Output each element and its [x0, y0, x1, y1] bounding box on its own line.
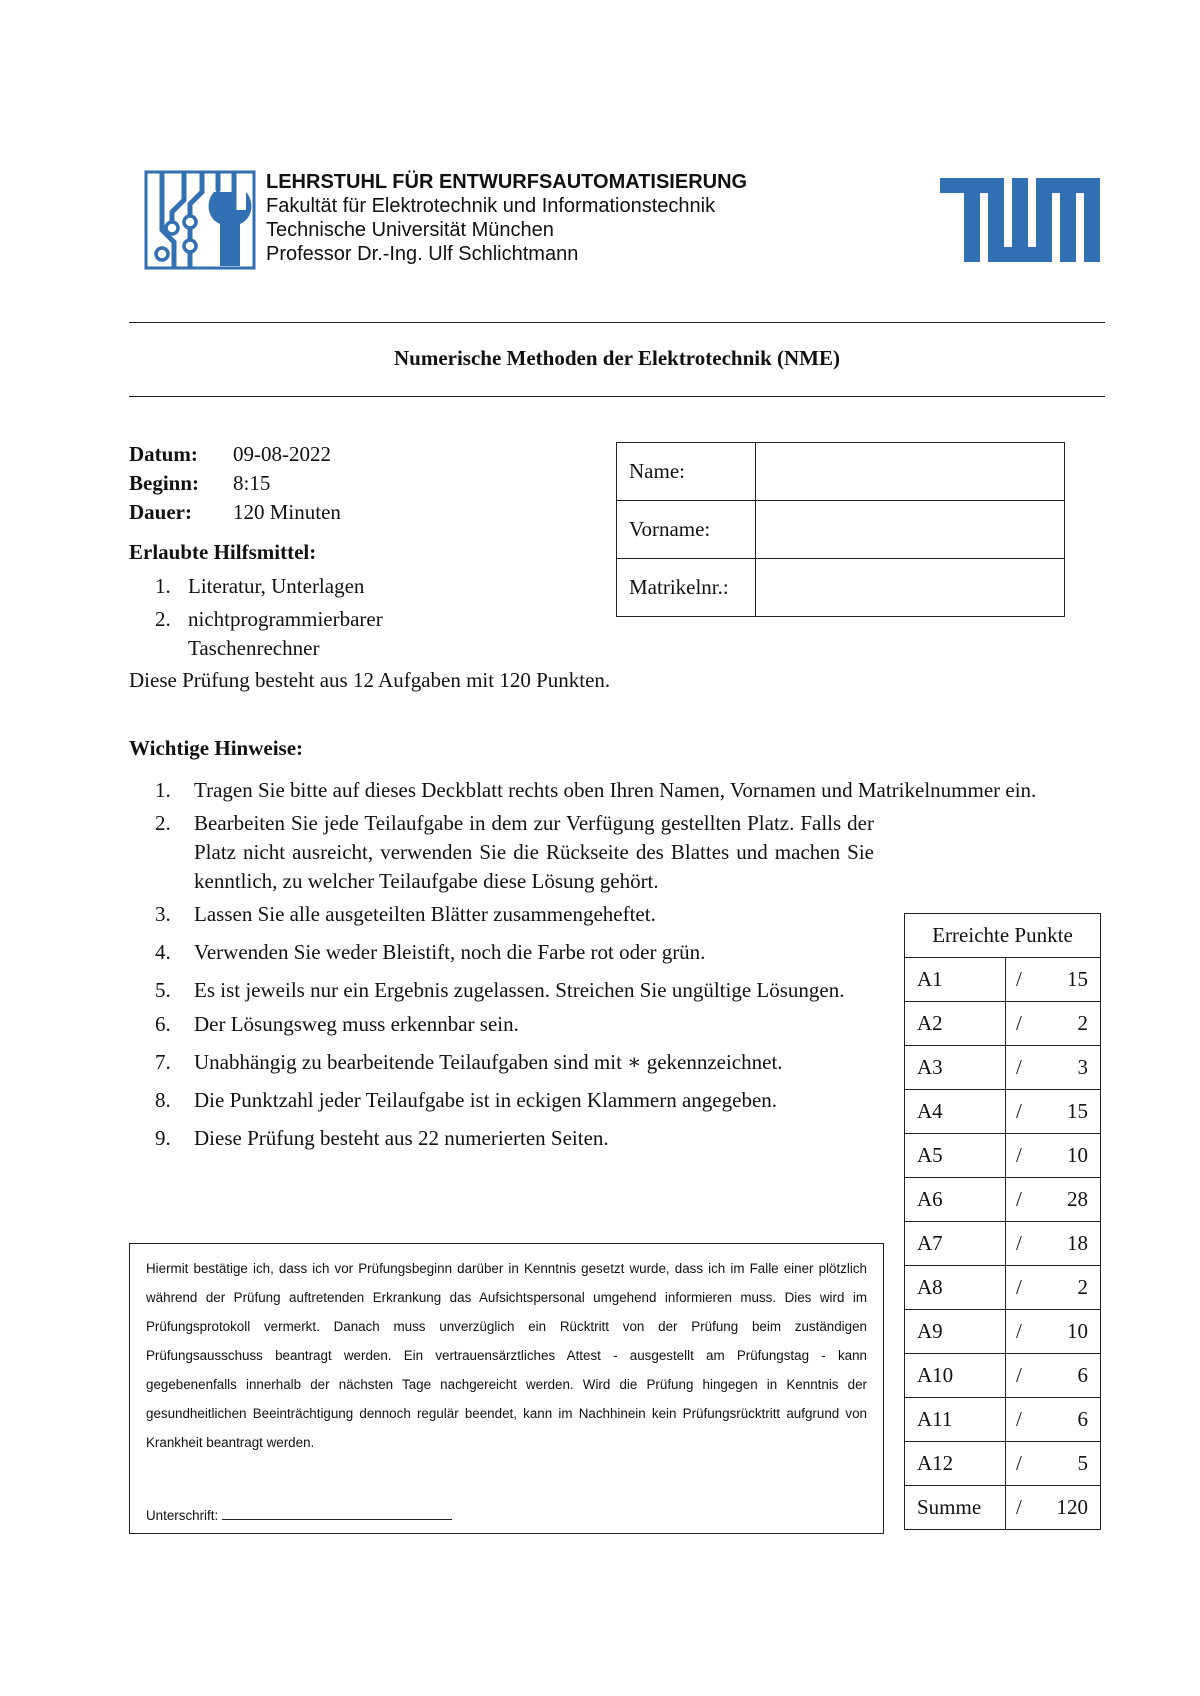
- signature-field[interactable]: [222, 1507, 452, 1520]
- table-row: A6 / 28: [905, 1178, 1101, 1222]
- duration-value: 120 Minuten: [233, 500, 341, 524]
- list-item: 1. Tragen Sie bitte auf dieses Deckblatt rechts oben Ihren Namen, Vornamen und Matrikelnummer ein.: [155, 778, 1037, 802]
- list-item: 4. Verwenden Sie weder Bleistift, noch die Farbe rot oder grün.: [155, 940, 706, 964]
- list-item: 7. Unabhängig zu bearbeitende Teilaufgaben sind mit ∗ gekennzeichnet.: [155, 1050, 783, 1074]
- list-item: 8. Die Punktzahl jeder Teilaufgabe ist in eckigen Klammern angegeben.: [155, 1088, 778, 1112]
- list-item: 3. Lassen Sie alle ausgeteilten Blätter zusammengeheftet.: [155, 902, 656, 926]
- professor-name: Professor Dr.-Ing. Ulf Schlichtmann: [266, 243, 579, 265]
- chair-info: [266, 170, 747, 266]
- table-row: [617, 559, 1065, 617]
- faculty-name: Fakultät für Elektrotechnik und Informationstechnik: [266, 195, 716, 217]
- exam-summary: Diese Prüfung besteht aus 12 Aufgaben mit 120 Punkten.: [129, 668, 611, 692]
- name-field[interactable]: [756, 443, 1065, 501]
- aids-heading: Erlaubte Hilfsmittel:: [129, 540, 317, 564]
- table-row: A9 / 10: [905, 1310, 1101, 1354]
- table-row: Summe / 120: [905, 1486, 1101, 1530]
- list-item: 6. Der Lösungsweg muss erkennbar sein.: [155, 1012, 519, 1036]
- table-row: A12 / 5: [905, 1442, 1101, 1486]
- table-row: A5 / 10: [905, 1134, 1101, 1178]
- table-row: A4 / 15: [905, 1090, 1101, 1134]
- matriculation-label: Matrikelnr.:: [617, 559, 756, 617]
- exam-info: [129, 440, 341, 527]
- tum-logo-icon: [940, 178, 1100, 262]
- table-row: A7 / 18: [905, 1222, 1101, 1266]
- list-item: 1. Literatur, Unterlagen: [155, 574, 365, 598]
- list-item: 9. Diese Prüfung besteht aus 22 numerierten Seiten.: [155, 1126, 609, 1150]
- start-label: Beginn:: [129, 471, 200, 495]
- declaration-text: Hiermit bestätige ich, dass ich vor Prüfungsbeginn darüber in Kenntnis gesetzt wurde, dass ich im Falle einer plötzlich während der Prüfung auftretenden Erkrankung das Aufsichtspersonal umgehend informieren muss. Dies wird im Prüfungsprotokoll vermerkt. Danach muss unverzüglich ein Rücktritt von der Prüfung beim zuständigen Prüfungsausschuss beantragt werden. Ein vertrauensärztliches Attest - ausgestellt am Prüfungstag - kann gegebenenfalls innerhalb der nächsten Tage nachgereicht werden. Wird die Prüfung hingegen in Kenntnis der gesundheitlichen Beeinträchtigung dennoch regulär beendet, kann im Nachhinein kein Prüfungsrücktritt aufgrund von Krankheit beantragt werden.: [146, 1261, 867, 1450]
- university-name: Technische Universität München: [266, 219, 554, 241]
- divider-bottom: [129, 396, 1105, 397]
- chair-logo-icon: [144, 170, 256, 270]
- signature-label: Unterschrift:: [146, 1508, 219, 1523]
- student-info-table: [616, 442, 1065, 617]
- list-item: 2. Bearbeiten Sie jede Teilaufgabe in dem zur Verfügung gestellten Platz. Falls der Platz nicht ausreicht, verwenden Sie die Rückseite des Blattes und machen Sie kenntlich, zu welcher Teilaufgabe diese Lösung gehört.: [155, 811, 874, 893]
- matriculation-field[interactable]: [756, 559, 1065, 617]
- points-table: [904, 913, 1101, 1530]
- table-row: [617, 501, 1065, 559]
- table-row: [905, 914, 1101, 958]
- table-row: A11 / 6: [905, 1398, 1101, 1442]
- course-title: Numerische Methoden der Elektrotechnik (NME): [393, 346, 840, 370]
- first-name-field[interactable]: [756, 501, 1065, 559]
- date-label: Datum:: [129, 442, 198, 466]
- chair-title: LEHRSTUHL FÜR ENTWURFSAUTOMATISIERUNG: [266, 171, 748, 193]
- first-name-label: Vorname:: [617, 501, 756, 559]
- table-row: A8 / 2: [905, 1266, 1101, 1310]
- signature-line[interactable]: [146, 1507, 452, 1523]
- start-value: 8:15: [233, 471, 271, 495]
- table-row: A1 / 15: [905, 958, 1101, 1002]
- date-value: 09-08-2022: [233, 442, 331, 466]
- name-label: Name:: [617, 443, 756, 501]
- table-row: A2 / 2: [905, 1002, 1101, 1046]
- aids-list: [155, 572, 525, 667]
- points-header: Erreichte Punkte: [905, 914, 1101, 958]
- total-value: 120: [1038, 1486, 1101, 1530]
- duration-label: Dauer:: [129, 500, 192, 524]
- total-label: Summe: [905, 1486, 1006, 1530]
- table-row: A10 / 6: [905, 1354, 1101, 1398]
- divider-top: [129, 322, 1105, 323]
- declaration-box: [129, 1243, 884, 1534]
- list-item: 5. Es ist jeweils nur ein Ergebnis zugelassen. Streichen Sie ungültige Lösungen.: [155, 978, 845, 1002]
- table-row: A3 / 3: [905, 1046, 1101, 1090]
- table-row: [617, 443, 1065, 501]
- notes-heading: Wichtige Hinweise:: [129, 736, 304, 760]
- list-item: 2. nichtprogrammierbarer Taschenrechner: [155, 607, 383, 660]
